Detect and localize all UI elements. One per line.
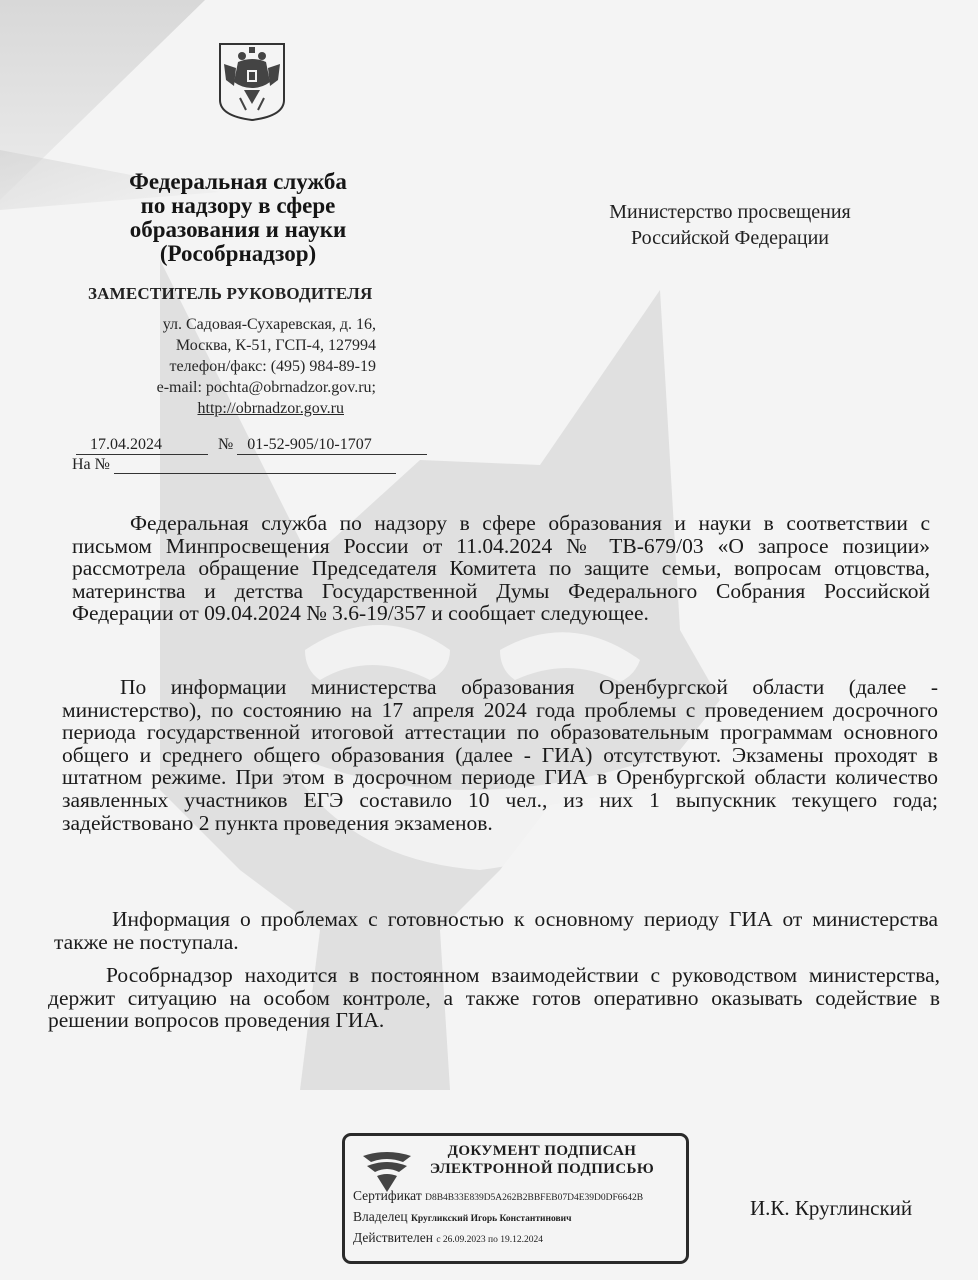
body-paragraph-1: Федеральная служба по надзору в сфере образования и науки в соответствии с письмом Минпросвещения России от 11.04.2024 № ТВ-679/03 «О запросе позиции» рассмотрела обращение Председателя Комитета по защите семьи, вопросам отцовства, материнства и детства Государственной Думы Федерального Собрания Российской Федерации от 09.04.2024 № 3.6-19/357 и сообщает следующее. — [72, 511, 930, 626]
owner-label: Владелец — [353, 1209, 408, 1224]
position-title: ЗАМЕСТИТЕЛЬ РУКОВОДИТЕЛЯ — [88, 284, 373, 303]
address-line: Москва, К-51, ГСП-4, 127994 — [175, 337, 376, 354]
phone-line: телефон/факс: (495) 984-89-19 — [169, 358, 376, 375]
certificate-value: D8B4B33E839D5A262B2BBFEB07D4E39D0DF6642B — [425, 1193, 644, 1203]
recipient-line-1: Министерство просвещения — [609, 201, 851, 223]
e-signature-stamp — [342, 1133, 689, 1264]
body-paragraph-2: По информации министерства образования Оренбургской области (далее - министерство), по состоянию на 17 апреля 2024 года проблемы с проведением досрочного периода государственной итоговой аттестации по образовательным программам основного общего и среднего общего образования (далее - ГИА) отсутствуют. Экзамены проходят в штатном режиме. При этом в досрочном периоде ГИА в Оренбургской области количество заявленных участников ЕГЭ составило 10 чел., из них 1 выпускник текущего года; задействовано 2 пункта проведения экзаменов. — [62, 675, 938, 835]
owner-row — [353, 1209, 571, 1225]
certificate-label: Сертификат — [353, 1188, 422, 1203]
org-name-line-1: Федеральная служба — [129, 169, 347, 194]
body-paragraph-3: Информация о проблемах с готовностью к основному периоду ГИА от министерства также не поступала. — [54, 907, 938, 954]
stamp-title-line-1: ДОКУМЕНТ ПОДПИСАН — [447, 1143, 637, 1159]
body-paragraph-4: Рособрнадзор находится в постоянном взаимодействии с руководством министерства, держит ситуацию на особом контроле, а также готов оперативно оказывать содействие в решении вопросов проведения ГИА. — [48, 963, 940, 1033]
org-name-line-4: (Рособрнадзор) — [159, 241, 317, 266]
org-name-line-3: образования и науки — [129, 217, 347, 242]
stamp-title — [407, 1142, 677, 1178]
validity-value: с 26.09.2023 по 19.12.2024 — [436, 1235, 543, 1245]
reply-line — [72, 456, 396, 474]
signatory-name: И.К. Круглинский — [750, 1196, 913, 1220]
validity-row — [353, 1230, 543, 1246]
email-line: e-mail: pochta@obrnadzor.gov.ru; — [156, 379, 376, 396]
recipient-line-2: Российской Федерации — [630, 227, 830, 249]
certificate-row — [353, 1188, 643, 1204]
reply-blank — [114, 459, 396, 474]
website-link[interactable]: http://obrnadzor.gov.ru — [197, 400, 344, 417]
address-line: ул. Садовая-Сухаревская, д. 16, — [162, 316, 376, 333]
date-number-line — [76, 436, 427, 455]
reply-label: На № — [72, 456, 110, 473]
coat-of-arms-icon — [218, 42, 286, 122]
number-label: № — [218, 436, 234, 453]
letter-date: 17.04.2024 — [76, 436, 208, 455]
org-name-line-2: по надзору в сфере — [140, 193, 336, 218]
letter-number: 01-52-905/10-1707 — [237, 436, 427, 455]
owner-value: Кругликский Игорь Константинович — [410, 1214, 572, 1224]
website-row — [60, 398, 344, 419]
stamp-title-line-2: ЭЛЕКТРОННОЙ ПОДПИСЬЮ — [429, 1161, 655, 1177]
validity-label: Действителен — [353, 1230, 433, 1245]
